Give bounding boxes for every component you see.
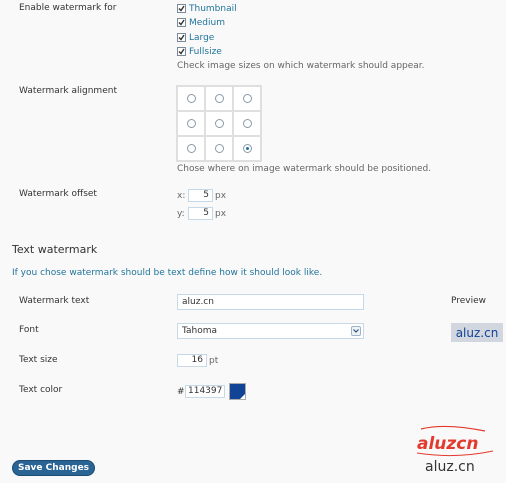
- checkbox-label-large: Large: [189, 32, 215, 43]
- checkbox-label-thumbnail: Thumbnail: [189, 3, 237, 14]
- preview-box: aluz.cn: [451, 323, 503, 342]
- preview-label: Preview: [451, 296, 487, 306]
- text-size-label: Text size: [19, 355, 58, 365]
- checkbox-thumbnail[interactable]: [177, 2, 237, 15]
- font-select-value: Tahoma: [182, 326, 218, 336]
- save-changes-button[interactable]: Save Changes: [12, 460, 95, 476]
- color-hash: #: [177, 387, 185, 397]
- checkbox-medium[interactable]: [177, 16, 225, 29]
- text-size-input[interactable]: 16: [177, 354, 207, 367]
- checkbox-fullsize[interactable]: [177, 45, 222, 58]
- watermark-for-label: Enable watermark for: [19, 3, 117, 13]
- alignment-cell[interactable]: [205, 86, 233, 111]
- text-color-label: Text color: [19, 385, 63, 395]
- alignment-cell[interactable]: [233, 86, 261, 111]
- alignment-radio-top-left[interactable]: [187, 94, 196, 103]
- watermark-for-description: Check image sizes on which watermark should appear.: [177, 61, 425, 71]
- chevron-down-icon[interactable]: [351, 326, 361, 336]
- checkbox-label-fullsize: Fullsize: [189, 46, 222, 57]
- checkbox-box[interactable]: [177, 33, 186, 42]
- alignment-radio-top-center[interactable]: [215, 94, 224, 103]
- text-color-input[interactable]: 114397: [185, 385, 225, 398]
- offset-x-label: x:: [177, 191, 186, 201]
- offset-x-unit: px: [215, 191, 227, 201]
- text-watermark-heading: Text watermark: [12, 243, 98, 256]
- alignment-radio-middle-left[interactable]: [187, 119, 196, 128]
- watermark-text-label: Watermark text: [19, 296, 90, 306]
- offset-label: Watermark offset: [19, 189, 97, 199]
- checkbox-large[interactable]: [177, 31, 214, 44]
- alignment-description: Chose where on image watermark should be positioned.: [177, 164, 432, 174]
- alignment-cell[interactable]: [177, 136, 205, 161]
- color-picker-swatch[interactable]: [229, 383, 246, 400]
- alignment-radio-bottom-right[interactable]: [243, 144, 252, 153]
- logo-domain-text: aluz.cn: [425, 459, 475, 475]
- checkbox-box[interactable]: [177, 18, 186, 27]
- offset-y-label: y:: [177, 209, 185, 219]
- alignment-cell[interactable]: [177, 86, 205, 111]
- offset-y-input[interactable]: 5: [188, 207, 213, 220]
- text-watermark-intro: If you chose watermark should be text define how it should look like.: [12, 268, 323, 278]
- alignment-radio-middle-right[interactable]: [243, 119, 252, 128]
- checkbox-label-medium: Medium: [189, 17, 225, 28]
- alignment-radio-middle-center[interactable]: [215, 119, 224, 128]
- alignment-label: Watermark alignment: [19, 86, 117, 96]
- alignment-cell[interactable]: [177, 111, 205, 136]
- watermark-text-input[interactable]: aluz.cn: [177, 294, 364, 310]
- alignment-radio-top-right[interactable]: [243, 94, 252, 103]
- offset-x-input[interactable]: 5: [188, 189, 213, 202]
- font-select[interactable]: [177, 323, 364, 339]
- font-label: Font: [19, 325, 39, 335]
- alignment-cell[interactable]: [233, 111, 261, 136]
- aluzcn-logo-icon: [415, 425, 495, 457]
- alignment-radio-bottom-left[interactable]: [187, 144, 196, 153]
- checkbox-box[interactable]: [177, 47, 186, 56]
- text-size-unit: pt: [209, 356, 219, 366]
- alignment-grid: [176, 85, 262, 162]
- alignment-cell[interactable]: [233, 136, 261, 161]
- checkbox-box[interactable]: [177, 4, 186, 13]
- offset-y-unit: px: [215, 209, 227, 219]
- alignment-cell[interactable]: [205, 136, 233, 161]
- alignment-cell[interactable]: [205, 111, 233, 136]
- svg-text:aluzcn: aluzcn: [417, 434, 479, 454]
- alignment-radio-bottom-center[interactable]: [215, 144, 224, 153]
